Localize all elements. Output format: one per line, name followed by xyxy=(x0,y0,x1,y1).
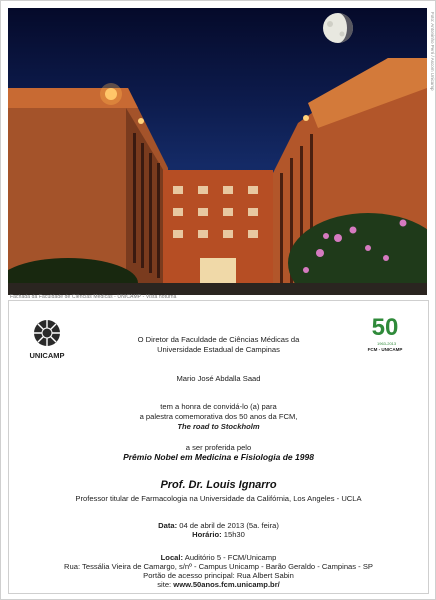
site-label: site: xyxy=(157,580,172,589)
building-photo xyxy=(8,8,427,295)
invitation-line-2: a palestra comemorativa dos 50 anos da FCM, xyxy=(139,412,298,421)
fcm-50-number: 50 xyxy=(371,314,399,341)
given-by-line: a ser proferida pelo xyxy=(185,443,252,452)
nobel-prize-line: Prêmio Nobel em Medicina e Fisiologia de 1998 xyxy=(123,452,314,462)
speaker-name: Prof. Dr. Louis Ignarro xyxy=(160,479,277,491)
lecture-title: The road to Stockholm xyxy=(177,422,260,431)
invitation-line-1: tem a honra de convidá-lo (a) para xyxy=(160,402,277,411)
site-link[interactable]: www.50anos.fcm.unicamp.br/ xyxy=(173,580,280,589)
time-value: 15h30 xyxy=(223,530,245,539)
date-value: 04 de abril de 2013 (5a. feira) xyxy=(179,521,279,530)
invitation-card xyxy=(8,300,429,594)
fcm-50-label: FCM - UNICAMP xyxy=(367,347,403,352)
photo-credit: Foto: Antoninho Perri / Ascom Unicamp xyxy=(430,12,435,91)
date-label: Data: xyxy=(158,521,178,530)
time-line xyxy=(9,530,428,540)
photo-caption: Fachada da Faculdade de Ciências Médicas - UNICAMP - Vista noturna xyxy=(10,294,177,300)
address-line: Rua: Tessália Vieira de Camargo, s/nº - Campus Unicamp - Barão Geraldo - Campinas - SP xyxy=(64,562,373,571)
fcm-50-years: 1963-2013 xyxy=(377,341,397,346)
local-label: Local: xyxy=(160,553,184,562)
night-building-illustration xyxy=(8,8,427,295)
director-line-1: O Diretor da Faculdade de Ciências Médicas da xyxy=(137,335,300,344)
unicamp-logo-text: UNICAMP xyxy=(29,351,65,360)
speaker-description: Professor titular de Farmacologia na Universidade da Califórnia, Los Angeles - UCLA xyxy=(75,494,362,503)
time-label: Horário: xyxy=(192,530,222,539)
director-name: Mario José Abdalla Saad xyxy=(176,374,261,383)
gate-line: Portão de acesso principal: Rua Albert Sabin xyxy=(143,571,294,580)
director-line-2: Universidade Estadual de Campinas xyxy=(157,345,280,354)
site-line xyxy=(9,580,428,590)
local-value: Auditório 5 - FCM/Unicamp xyxy=(184,553,277,562)
